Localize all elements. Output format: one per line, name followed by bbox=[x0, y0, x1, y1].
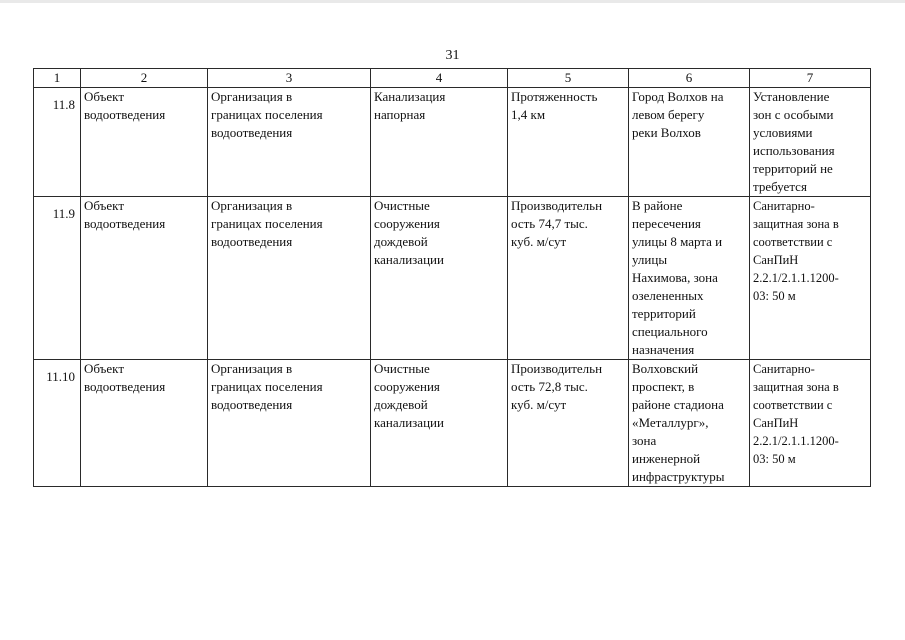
organization-cell bbox=[208, 197, 371, 360]
row-number: 11.9 bbox=[34, 197, 81, 360]
object-text: Объект водоотведения bbox=[84, 198, 166, 231]
zone-cell bbox=[750, 88, 871, 197]
location-cell bbox=[629, 360, 750, 487]
column-header: 6 bbox=[629, 69, 750, 88]
row-number: 11.10 bbox=[34, 360, 81, 487]
zone-text: Санитарно- защитная зона в соответствии с СанПиН 2.2.1/2.1.1.1200- 03: 50 м bbox=[753, 199, 839, 303]
parameter-text: Протяженность 1,4 км bbox=[511, 89, 598, 122]
type-cell bbox=[371, 360, 508, 487]
zone-text: Установление зон с особыми условиями использования территорий не требуется bbox=[753, 89, 835, 194]
organization-cell bbox=[208, 88, 371, 197]
parameter-cell bbox=[508, 88, 629, 197]
table-row bbox=[34, 197, 871, 360]
object-text: Объект водоотведения bbox=[84, 89, 166, 122]
column-header: 2 bbox=[81, 69, 208, 88]
type-text: Очистные сооружения дождевой канализации bbox=[374, 361, 444, 430]
location-text: Город Волхов на левом берегу реки Волхов bbox=[632, 89, 724, 140]
parameter-text: Производительн ость 74,7 тыс. куб. м/сут bbox=[511, 198, 603, 249]
zone-text: Санитарно- защитная зона в соответствии с СанПиН 2.2.1/2.1.1.1200- 03: 50 м bbox=[753, 362, 839, 466]
object-cell bbox=[81, 197, 208, 360]
type-text: Очистные сооружения дождевой канализации bbox=[374, 198, 444, 267]
column-header: 4 bbox=[371, 69, 508, 88]
column-header: 3 bbox=[208, 69, 371, 88]
parameter-cell bbox=[508, 197, 629, 360]
row-number: 11.8 bbox=[34, 88, 81, 197]
organization-text: Организация в границах поселения водоотведения bbox=[211, 198, 323, 249]
object-cell bbox=[81, 88, 208, 197]
location-cell bbox=[629, 197, 750, 360]
column-header: 5 bbox=[508, 69, 629, 88]
type-text: Канализация напорная bbox=[374, 89, 446, 122]
table-row bbox=[34, 88, 871, 197]
header-row bbox=[34, 69, 871, 88]
organization-text: Организация в границах поселения водоотведения bbox=[211, 361, 323, 412]
type-cell bbox=[371, 197, 508, 360]
parameter-cell bbox=[508, 360, 629, 487]
location-text: В районе пересечения улицы 8 марта и улицы Нахимова, зона озелененных территорий специального назначения bbox=[632, 198, 723, 357]
organization-text: Организация в границах поселения водоотведения bbox=[211, 89, 323, 140]
infrastructure-table bbox=[33, 68, 871, 487]
parameter-text: Производительн ость 72,8 тыс. куб. м/сут bbox=[511, 361, 603, 412]
object-text: Объект водоотведения bbox=[84, 361, 166, 394]
organization-cell bbox=[208, 360, 371, 487]
location-text: Волховский проспект, в районе стадиона «Металлург», зона инженерной инфраструктуры bbox=[632, 361, 725, 484]
zone-cell bbox=[750, 360, 871, 487]
object-cell bbox=[81, 360, 208, 487]
page-number: 31 bbox=[445, 48, 460, 63]
table-row bbox=[34, 360, 871, 487]
column-header: 1 bbox=[34, 69, 81, 88]
location-cell bbox=[629, 88, 750, 197]
column-header: 7 bbox=[750, 69, 871, 88]
scan-top-edge bbox=[0, 0, 905, 3]
zone-cell bbox=[750, 197, 871, 360]
type-cell bbox=[371, 88, 508, 197]
